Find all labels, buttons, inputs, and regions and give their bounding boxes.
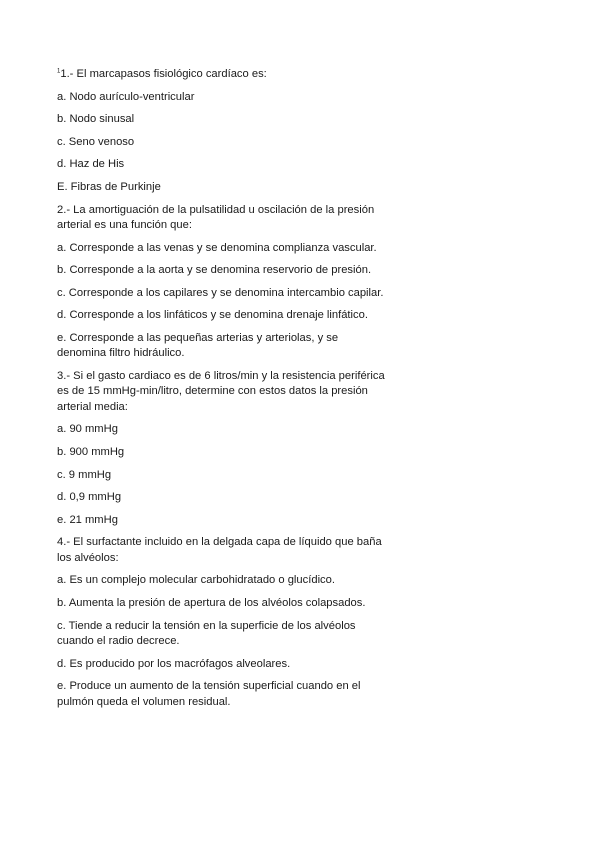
question-2-option-b: b. Corresponde a la aorta y se denomina reservorio de presión. (57, 264, 372, 277)
question-1-option-a: a. Nodo aurículo-ventricular (57, 90, 195, 103)
question-2-option-c: c. Corresponde a los capilares y se denomina intercambio capilar. (57, 286, 384, 299)
question-1-prompt (57, 67, 387, 82)
question-4-option-a: a. Es un complejo molecular carbohidratado o glucídico. (57, 574, 335, 587)
question-3-option-c: c. 9 mmHg (57, 468, 112, 481)
question-3-option-e: e. 21 mmHg (57, 513, 118, 526)
question-4-option-c: c. Tiende a reducir la tensión en la superficie de los alvéolos cuando el radio decrece. (57, 619, 356, 647)
question-4-prompt: 4.- El surfactante incluido en la delgada capa de líquido que baña los alvéolos: (57, 536, 382, 564)
question-2-option-e: e. Corresponde a las pequeñas arterias y arteriolas, y se denomina filtro hidráulico. (57, 331, 339, 360)
question-1-text: 1.- El marcapasos fisiológico cardíaco es: (60, 68, 267, 80)
footnote-marker: 1 (57, 68, 61, 75)
question-3-option-d: d. 0,9 mmHg (57, 491, 122, 504)
document-body (57, 67, 387, 717)
question-3-prompt: 3.- Si el gasto cardiaco es de 6 litros/min y la resistencia periférica es de 15 mmHg-min/litro, determine con estos datos la presión arterial media: (57, 369, 385, 413)
question-2-option-a: a. Corresponde a las venas y se denomina complianza vascular. (57, 241, 377, 254)
question-4-option-b: b. Aumenta la presión de apertura de los alvéolos colapsados. (57, 596, 366, 609)
question-3-option-a: a. 90 mmHg (57, 423, 118, 436)
question-4-option-d: d. Es producido por los macrófagos alveolares. (57, 657, 291, 670)
question-3-option-b: b. 900 mmHg (57, 445, 125, 458)
question-1-option-d: d. Haz de His (57, 158, 125, 171)
question-1-option-c: c. Seno venoso (57, 135, 135, 148)
question-4-option-e: e. Produce un aumento de la tensión superficial cuando en el pulmón queda el volumen residual. (57, 680, 361, 708)
question-2-prompt: 2.- La amortiguación de la pulsatilidad u oscilación de la presión arterial es una función que: (57, 203, 375, 231)
question-1-option-e: E. Fibras de Purkinje (57, 180, 161, 193)
question-1-option-b: b. Nodo sinusal (57, 113, 135, 126)
question-2-option-d: d. Corresponde a los linfáticos y se denomina drenaje linfático. (57, 309, 368, 322)
